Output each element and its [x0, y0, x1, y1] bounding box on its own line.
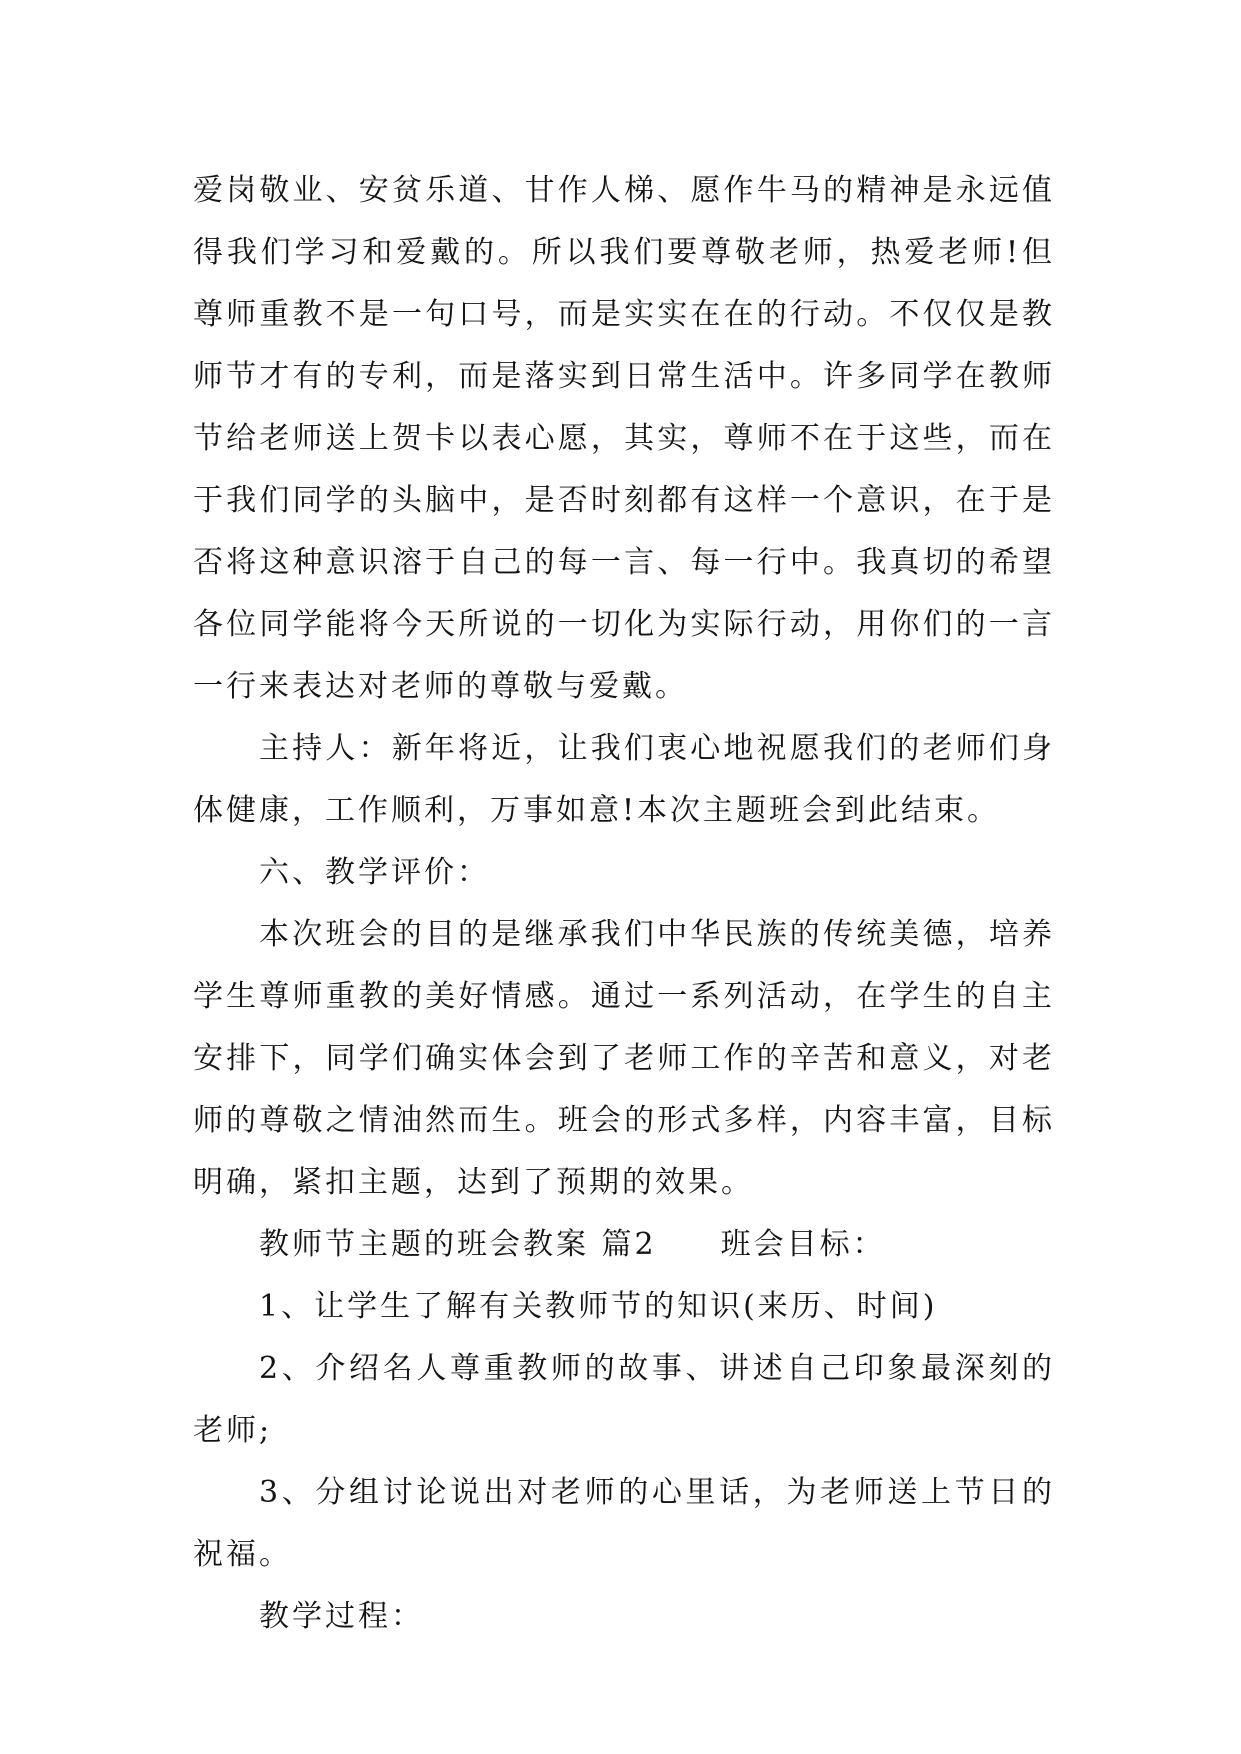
list-item-goal-3: 3、分组讨论说出对老师的心里话，为老师送上节日的祝福。: [193, 1475, 1055, 1572]
paragraph-host-closing: 主持人：新年将近，让我们衷心地祝愿我们的老师们身体健康，工作顺利，万事如意!本次主题班会到此结束。: [193, 731, 1055, 828]
lesson-2-goals-label: 班会目标：: [720, 1227, 886, 1262]
section-heading-evaluation: 六、教学评价：: [259, 855, 490, 890]
paragraph-teacher-respect: 爱岗敬业、安贫乐道、甘作人梯、愿作牛马的精神是永远值得我们学习和爱戴的。所以我们要尊敬老师，热爱老师!但尊师重教不是一句口号，而是实实在在的行动。不仅仅是教师节才有的专利，而是落实到日常生活中。许多同学在教师节给老师送上贺卡以表心愿，其实，尊师不在于这些，而在于我们同学的头脑中，是否时刻都有这样一个意识，在于是否将这种意识溶于自己的每一言、每一行中。我真切的希望各位同学能将今天所说的一切化为实际行动，用你们的一言一行来表达对老师的尊敬与爱戴。: [193, 173, 1055, 704]
lesson-2-title: 教师节主题的班会教案 篇2: [259, 1227, 657, 1262]
list-item-goal-1: 1、让学生了解有关教师节的知识(来历、时间): [259, 1289, 938, 1324]
document-body: [193, 160, 1055, 1648]
paragraph-evaluation: 本次班会的目的是继承我们中华民族的传统美德，培养学生尊师重教的美好情感。通过一系列活动，在学生的自主安排下，同学们确实体会到了老师工作的辛苦和意义，对老师的尊敬之情油然而生。班会的形式多样，内容丰富，目标明确，紧扣主题，达到了预期的效果。: [193, 917, 1055, 1200]
list-item-goal-2: 2、介绍名人尊重教师的故事、讲述自己印象最深刻的老师;: [193, 1351, 1055, 1448]
section-heading-lesson-2: [193, 1214, 1055, 1276]
section-heading-teaching-process: 教学过程：: [259, 1599, 424, 1634]
